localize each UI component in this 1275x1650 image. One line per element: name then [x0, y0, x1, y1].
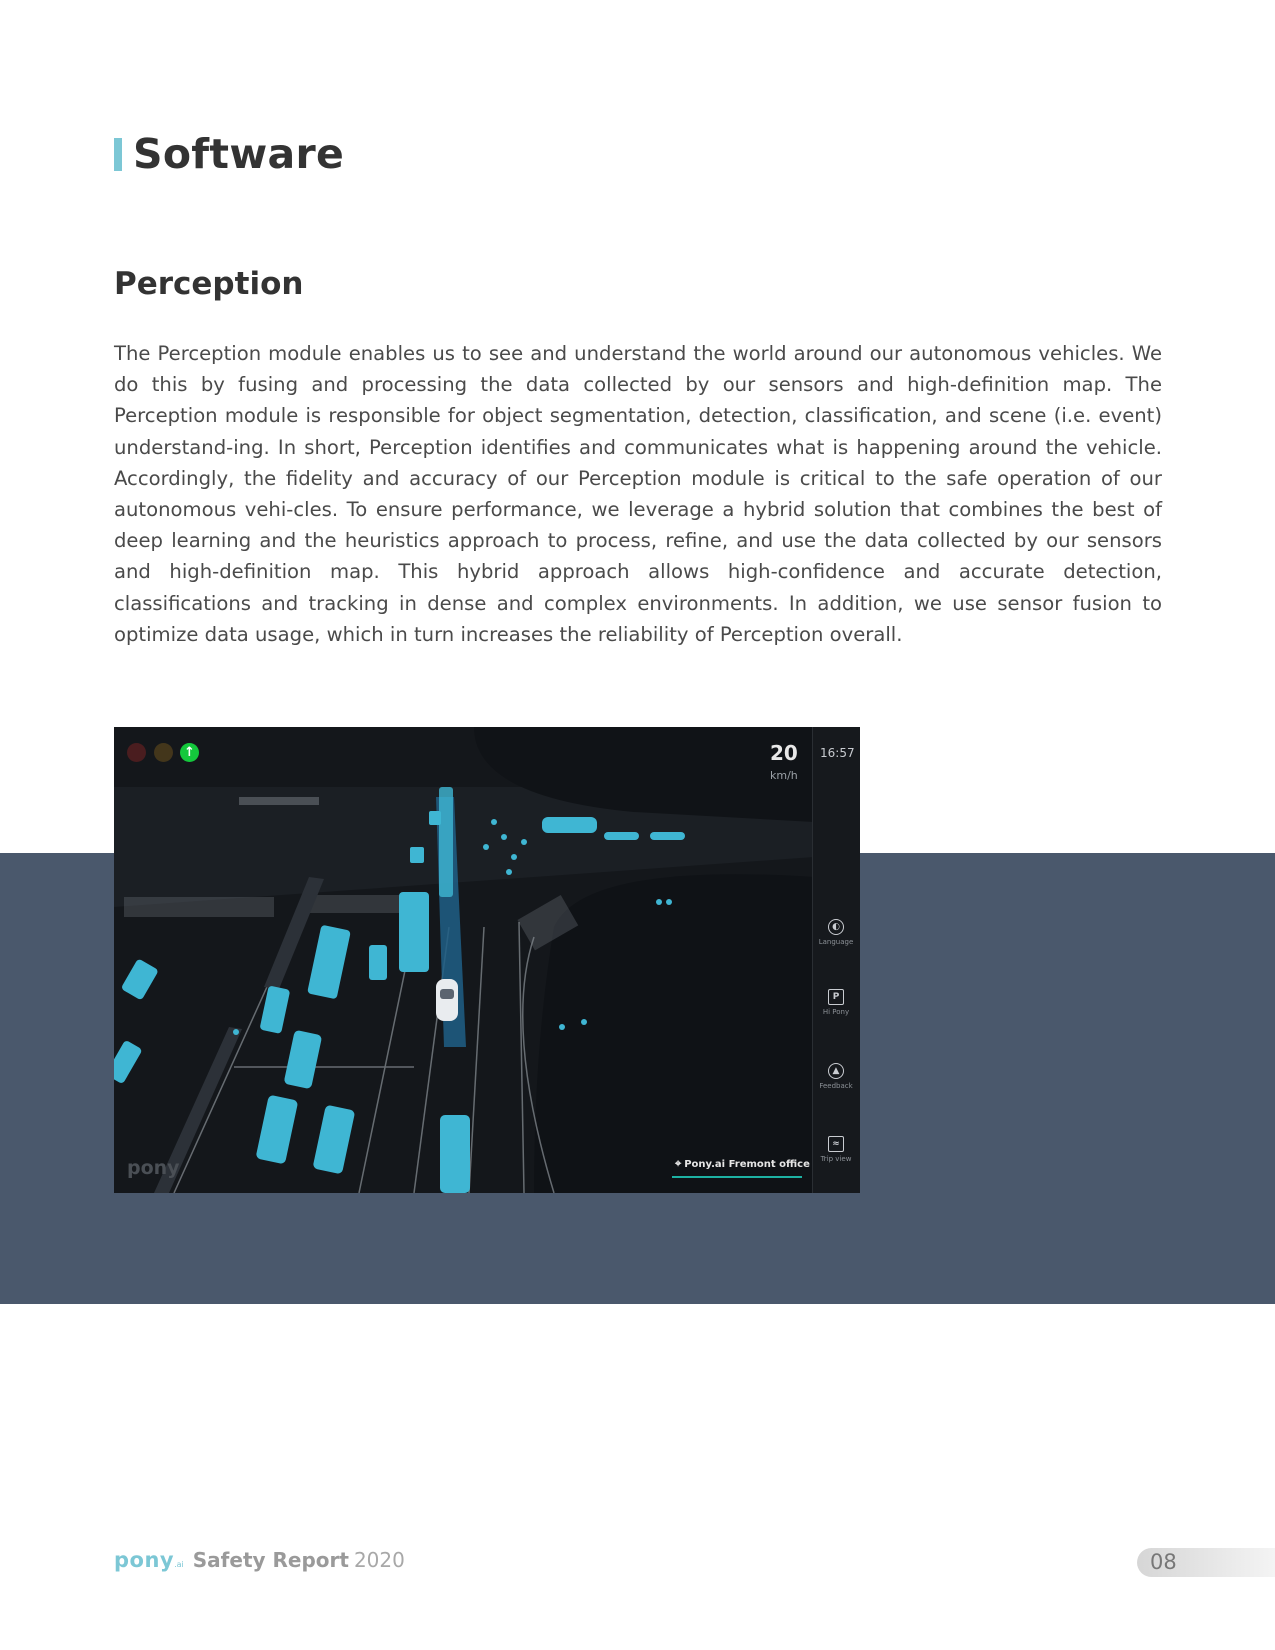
report-title: Safety Report [192, 1548, 349, 1572]
side-menu-panel [812, 727, 860, 1193]
route-icon: ≈ [828, 1136, 844, 1152]
traffic-light-amber [154, 743, 173, 762]
traffic-light-green-arrow-icon: ↑ [180, 743, 199, 762]
accent-bar [114, 138, 122, 171]
subsection-title: Perception [114, 266, 304, 302]
body-paragraph: The Perception module enables us to see and understand the world around our autonomous vehicles. We do this by fusing and processing the data collected by our sensors and high-definition map. The Perception module is responsible for object segmentation, detection, classification, and scene (i.e. event) understand-ing. In short, Perception identifies and communicates what is happening around the vehicle. Accordingly, the fidelity and accuracy of our Perception module is critical to the safe operation of our autonomous vehi-cles. To ensure performance, we leverage a hybrid solution that combines the best of deep learning and the heuristics approach to process, refine, and use the data collected by our sensors and high-definition map. This hybrid approach allows high-confidence and accurate detection, classifications and tracking in dense and complex environments. In addition, we use sensor fusion to optimize data usage, which in turn increases the reliability of Perception overall. [114, 342, 1162, 646]
side-menu-label: Feedback [819, 1082, 853, 1090]
location-pin-icon: ⌖ [675, 1157, 682, 1170]
pony-watermark: pony [127, 1157, 180, 1179]
side-menu-language[interactable] [812, 919, 860, 946]
section-title: Software [133, 130, 345, 178]
location-label [675, 1157, 810, 1171]
page-number: 08 [1150, 1550, 1177, 1574]
side-menu-label: Language [818, 938, 854, 946]
side-menu-feedback[interactable] [812, 1063, 860, 1090]
speed-unit: km/h [770, 769, 798, 782]
thumbs-up-icon: ▲ [828, 1063, 844, 1079]
side-menu-hi-pony[interactable] [812, 989, 860, 1016]
location-text: Pony.ai Fremont office [684, 1159, 810, 1170]
side-menu-label: Trip view [820, 1155, 852, 1163]
pony-logo: pony [114, 1548, 175, 1572]
clock: 16:57 [820, 746, 855, 760]
side-menu-label: Hi Pony [822, 1008, 850, 1016]
section-heading [114, 130, 344, 178]
location-progress-bar [672, 1176, 802, 1178]
pony-logo-suffix: .ai [174, 1560, 184, 1569]
report-year: 2020 [353, 1548, 405, 1572]
globe-icon: ◐ [828, 919, 844, 935]
page-number-tab [1137, 1548, 1275, 1577]
p-icon: P [828, 989, 844, 1005]
speed-readout: 20 [770, 741, 798, 765]
traffic-light-red [127, 743, 146, 762]
side-menu-trip-view[interactable] [812, 1136, 860, 1163]
perception-scene-graphic [114, 727, 860, 1193]
footer [114, 1548, 405, 1572]
perception-screenshot [114, 727, 860, 1193]
